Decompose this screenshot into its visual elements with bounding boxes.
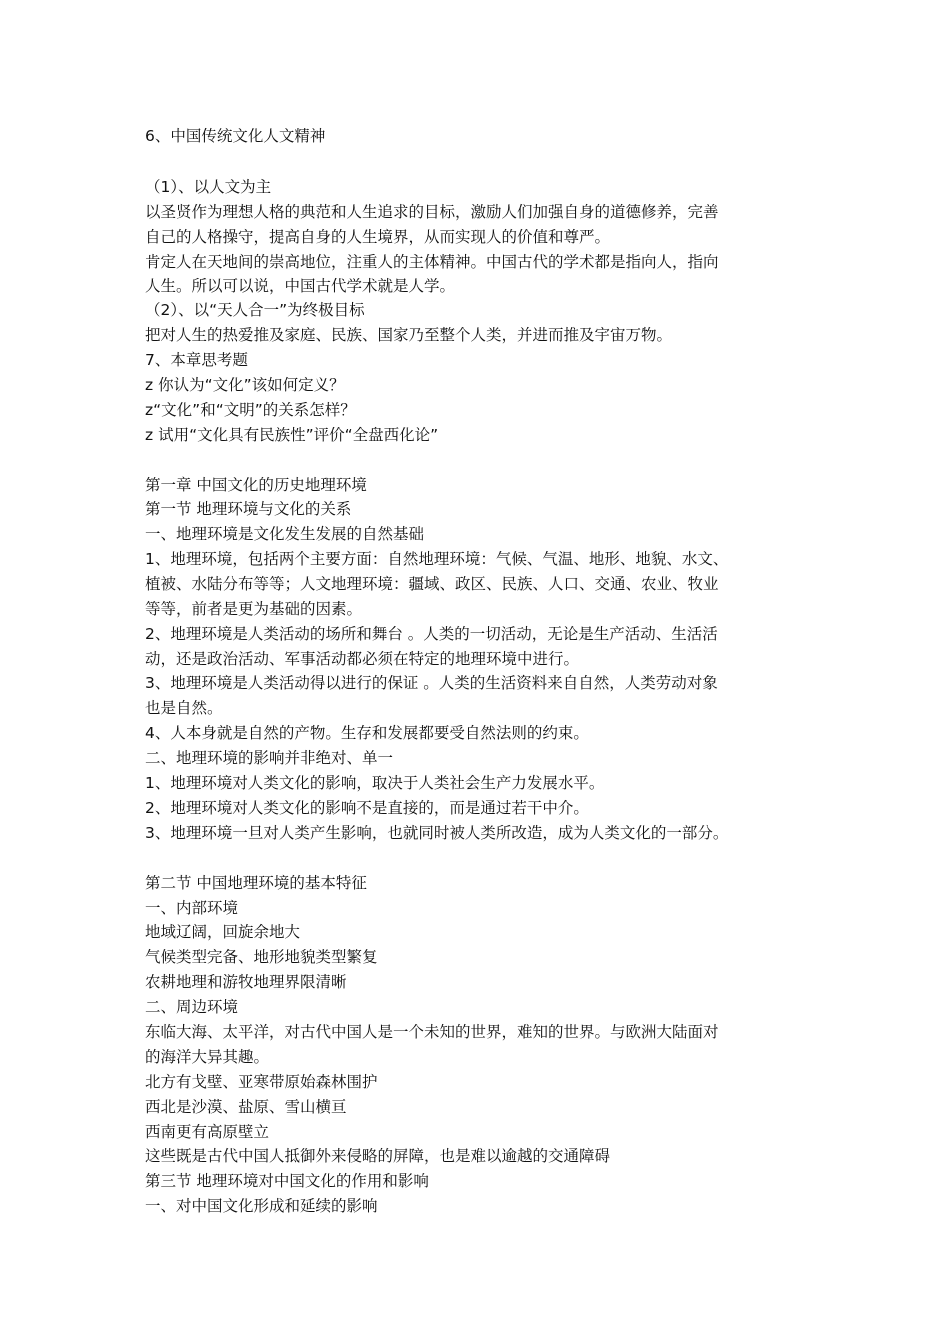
paragraph-line: 西南更有高原壁立 — [145, 1123, 270, 1141]
paragraph-line: 肯定人在天地间的崇高地位，注重人的主体精神。中国古代的学术都是指向人，指向 — [145, 253, 719, 271]
paragraph-line: 地域辽阔，回旋余地大 — [145, 923, 301, 941]
paragraph-line: 4、人本身就是自然的产物。生存和发展都要受自然法则的约束。 — [145, 724, 589, 742]
paragraph-line: 气候类型完备、地形地貌类型繁复 — [145, 948, 378, 966]
question-item: z 试用“文化具有民族性”评价“全盘西化论” — [145, 426, 439, 444]
paragraph-line: 2、地理环境对人类文化的影响不是直接的，而是通过若干中介。 — [145, 799, 589, 817]
subheading-unity: （2）、以“天人合一”为终极目标 — [145, 301, 365, 319]
section-heading: 第一节 地理环境与文化的关系 — [145, 500, 352, 518]
paragraph-line: 西北是沙漠、盐原、雪山横亘 — [145, 1098, 347, 1116]
paragraph-line: 动，还是政治活动、军事活动都必须在特定的地理环境中进行。 — [145, 650, 580, 668]
paragraph-line: 2、地理环境是人类活动的场所和舞台 。人类的一切活动，无论是生产活动、生活活 — [145, 625, 718, 643]
subheading: 一、内部环境 — [145, 899, 239, 917]
paragraph-line: 农耕地理和游牧地理界限清晰 — [145, 973, 347, 991]
section-6-heading: 6、中国传统文化人文精神 — [145, 127, 326, 145]
paragraph-line: 人生。所以可以说，中国古代学术就是人学。 — [145, 277, 456, 295]
paragraph-line: 等等，前者是更为基础的因素。 — [145, 600, 363, 618]
paragraph-line: 这些既是古代中国人抵御外来侵略的屏障，也是难以逾越的交通障碍 — [145, 1147, 611, 1165]
section-heading: 第二节 中国地理环境的基本特征 — [145, 874, 367, 892]
paragraph-line: 3、地理环境是人类活动得以进行的保证 。人类的生活资料来自自然，人类劳动对象 — [145, 674, 718, 692]
question-item: z“文化”和“文明”的关系怎样？ — [145, 401, 356, 419]
subheading: 二、地理环境的影响并非绝对、单一 — [145, 749, 394, 767]
paragraph-line: 东临大海、太平洋，对古代中国人是一个未知的世界，难知的世界。与欧洲大陆面对 — [145, 1023, 719, 1041]
paragraph-line: 把对人生的热爱推及家庭、民族、国家乃至整个人类，并进而推及宇宙万物。 — [145, 326, 673, 344]
paragraph-line: 以圣贤作为理想人格的典范和人生追求的目标，激励人们加强自身的道德修养，完善 — [145, 203, 719, 221]
paragraph-line: 植被、水陆分布等等；人文地理环境：疆域、政区、民族、人口、交通、农业、牧业 — [145, 575, 719, 593]
paragraph-line: 的海洋大异其趣。 — [145, 1048, 270, 1066]
section-7-heading: 7、本章思考题 — [145, 351, 248, 369]
paragraph-line: 1、地理环境对人类文化的影响，取决于人类社会生产力发展水平。 — [145, 774, 605, 792]
subheading: 一、对中国文化形成和延续的影响 — [145, 1197, 378, 1215]
section-heading: 第三节 地理环境对中国文化的作用和影响 — [145, 1172, 429, 1190]
question-item: z 你认为“文化”该如何定义？ — [145, 376, 345, 394]
paragraph-line: 也是自然。 — [145, 699, 223, 717]
subheading: 二、周边环境 — [145, 998, 239, 1016]
paragraph-line: 3、地理环境一旦对人类产生影响，也就同时被人类所改造，成为人类文化的一部分。 — [145, 824, 729, 842]
paragraph-line: 自己的人格操守，提高自身的人生境界，从而实现人的价值和尊严。 — [145, 228, 611, 246]
subheading: 一、地理环境是文化发生发展的自然基础 — [145, 525, 425, 543]
paragraph-line: 1、地理环境，包括两个主要方面：自然地理环境：气候、气温、地形、地貌、水文、 — [145, 550, 729, 568]
paragraph-line: 北方有戈壁、亚寒带原始森林围护 — [145, 1073, 378, 1091]
subheading-humanism: （1）、以人文为主 — [145, 178, 272, 196]
chapter-heading: 第一章 中国文化的历史地理环境 — [145, 476, 367, 494]
